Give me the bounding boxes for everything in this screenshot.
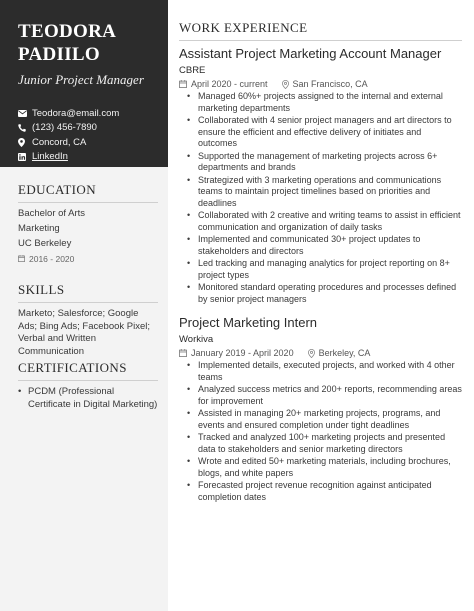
education-section (18, 182, 158, 264)
job-location: San Francisco, CA (292, 79, 368, 89)
job-bullet: • Led tracking and managing analytics for project reporting on 8+ project types (179, 258, 462, 281)
degree-line-1: Bachelor of Arts (18, 208, 86, 219)
job-bullet: • Managed 60%+ projects assigned to the internal and external marketing departments (179, 91, 462, 114)
header-block (0, 0, 168, 167)
location-text: Concord, CA (32, 136, 87, 148)
job-bullet: • Collaborated with 2 creative and writing teams to assist in efficient communication and organization of daily tasks (179, 210, 462, 233)
candidate-role: Junior Project Manager (18, 72, 144, 87)
envelope-icon (18, 110, 30, 117)
linkedin-icon (18, 153, 30, 161)
school-name: UC Berkeley (18, 238, 72, 249)
job-bullet: • Collaborated with 4 senior project managers and art directors to ensure the efficient and effective delivery of initiates and outcomes (179, 115, 462, 150)
education-title: EDUCATION (18, 182, 158, 203)
job-dates: January 2019 - April 2020 (191, 348, 294, 359)
contact-phone[interactable] (18, 121, 168, 136)
contact-location (18, 135, 168, 150)
job-bullet: • Forecasted project revenue recognition against anticipated completion dates (179, 480, 462, 503)
certifications-section (18, 360, 158, 411)
job-location: Berkeley, CA (318, 348, 371, 359)
candidate-name (18, 20, 168, 66)
degree-line-2: Marketing (18, 222, 60, 234)
left-column (0, 0, 168, 611)
job-bullet: • Monitored standard operating procedures and processes defined by senior project managers (179, 282, 462, 305)
skills-section (18, 282, 158, 358)
education-dates-text: 2016 - 2020 (29, 253, 75, 264)
job-bullet: • Implemented details, executed projects, and worked with 4 other teams (179, 360, 462, 383)
job-bullets (179, 360, 462, 503)
job-meta (179, 79, 462, 89)
certifications-list (18, 386, 158, 411)
name-line-2: PADIILO (18, 44, 100, 65)
job-bullet: • Tracked and analyzed 100+ marketing projects and presented data to stakeholders and senior marketing directors (179, 432, 462, 455)
contact-email[interactable] (18, 106, 168, 121)
job-bullet: • Wrote and edited 50+ marketing materials, including brochures, blogs, and white papers (179, 456, 462, 479)
education-dates (18, 254, 158, 264)
calendar-icon (18, 255, 25, 262)
calendar-icon (179, 80, 187, 88)
map-pin-icon (282, 80, 289, 89)
skills-text: Marketo; Salesforce; Google Ads; Bing Ads; Facebook Pixel; Verbal and Written Communication (18, 308, 151, 357)
skills-title: SKILLS (18, 282, 158, 303)
job-bullet: • Implemented and communicated 30+ project updates to stakeholders and directors (179, 234, 462, 257)
right-column (179, 20, 462, 504)
calendar-icon (179, 349, 187, 357)
phone-icon (18, 124, 30, 132)
phone-text: (123) 456-7890 (32, 122, 97, 134)
job-dates: April 2020 - current (191, 79, 268, 89)
job-title: Assistant Project Marketing Account Manager (179, 46, 442, 61)
job-meta (179, 348, 462, 358)
job-entry-1 (179, 46, 462, 305)
linkedin-link[interactable]: LinkedIn (32, 151, 68, 163)
job-entry-2 (179, 315, 462, 503)
certification-item: • PCDM (Professional Certificate in Digital Marketing) (18, 386, 158, 411)
job-bullet: • Analyzed success metrics and 200+ reports, recommending areas for improvement (179, 384, 462, 407)
certifications-title: CERTIFICATIONS (18, 360, 158, 381)
job-title: Project Marketing Intern (179, 315, 318, 331)
job-bullets (179, 91, 462, 305)
job-bullet: • Strategized with 3 marketing operations and communications teams to maintain project timelines based on priorities and deadlines (179, 175, 462, 210)
name-line-1: TEODORA (18, 21, 117, 42)
map-pin-icon (18, 138, 30, 147)
job-bullet: • Supported the management of marketing projects across 6+ departments and brands (179, 151, 462, 174)
work-experience-title: WORK EXPERIENCE (179, 20, 462, 41)
map-pin-icon (308, 349, 315, 358)
contact-linkedin[interactable] (18, 150, 168, 165)
contact-list (18, 106, 168, 164)
job-bullet: • Assisted in managing 20+ marketing projects, programs, and events and ensured completion under tight deadlines (179, 408, 462, 431)
company-name: CBRE (179, 65, 206, 76)
company-name: Workiva (179, 334, 214, 346)
email-text: Teodora@email.com (32, 107, 120, 119)
